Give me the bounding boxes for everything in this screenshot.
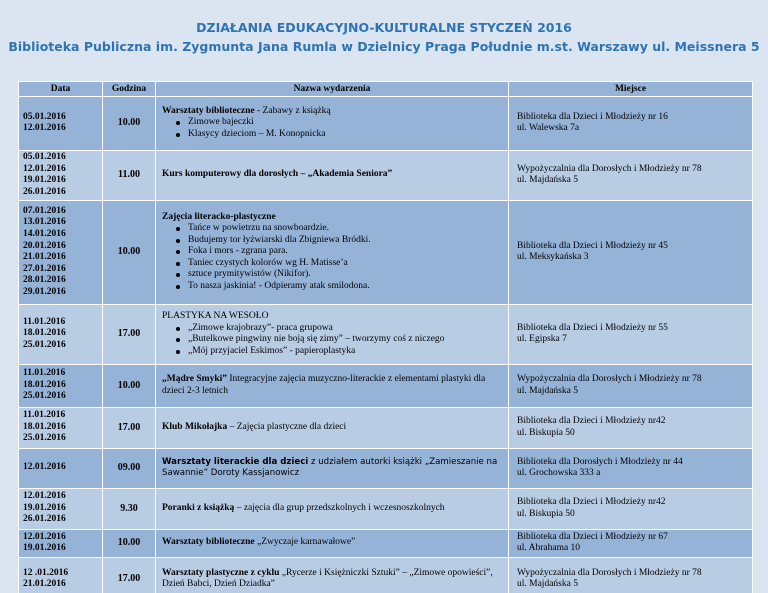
place-cell [509,200,753,304]
table-row [19,200,753,304]
event-date: 20.01.2016 [23,240,66,251]
event-title-bold: „Mądre Smyki” [162,374,228,384]
date-cell [19,488,103,529]
event-title [162,422,503,434]
table-row [19,407,753,448]
event-title-rest: z udziałem autorki książki „Zamieszanie na Sawannie” Doroty Kassjanowicz [162,456,498,479]
event-date: 25.01.2016 [23,339,66,350]
hour-cell: 10.00 [103,529,156,557]
place-cell [509,529,753,557]
header-title: DZIAŁANIA EDUKACYJNO-KULTURALNE STYCZEŃ 2016 [196,20,572,35]
event-title-bold: Poranki z książką [162,502,235,513]
hour-cell: 10.00 [103,96,156,150]
date-cell [19,557,103,593]
event-cell [156,529,509,557]
event-date: 21.01.2016 [23,252,66,263]
table-row [19,557,753,593]
event-date: 25.01.2016 [23,391,66,402]
table-row [19,304,753,364]
place-address: ul. Biskupia 50 [517,427,575,438]
hour-cell: 10.00 [103,200,156,304]
event-date: 07.01.2016 [23,205,66,216]
event-date: 28.01.2016 [23,275,66,286]
place-address: ul. Biskupia 50 [517,508,575,519]
event-title [162,169,503,181]
event-date: 18.01.2016 [23,379,66,390]
column-header-place: Miejsce [509,82,753,97]
place-address: ul. Majdańska 5 [517,579,578,590]
place-name: Biblioteka dla Dorosłych i Młodzieży nr 44 [517,456,683,467]
event-title [162,311,503,323]
date-cell [19,304,103,364]
event-date: 05.01.2016 [23,111,66,122]
event-date: 21.01.2016 [23,579,66,590]
event-title-bold: Warsztaty plastyczne z cyklu [162,567,280,578]
event-date: 26.01.2016 [23,186,66,197]
event-title [162,457,503,480]
place-cell [509,150,753,200]
place-address: ul. Majdańska 5 [517,385,578,396]
place-name: Biblioteka dla Dzieci i Młodzieży nr 16 [517,111,668,122]
header-subtitle: Biblioteka Publiczna im. Zygmunta Jana Rumla w Dzielnicy Praga Południe m.st. Warszawy ul. Meissnera 5 [8,39,760,54]
event-title-rest: – Zajęcia plastyczne dla dzieci [227,421,347,432]
event-cell [156,364,509,407]
event-title-bold: Klub Mikołajka [162,421,228,432]
event-cell [156,488,509,529]
table-header-row [19,82,753,97]
event-date: 13.01.2016 [23,217,66,228]
event-date: 12.01.2016 [23,491,66,502]
event-date: 12 .01.2016 [23,567,69,578]
event-cell [156,448,509,488]
event-title-bold: Kurs komputerowy dla dorosłych – „Akademia Seniora” [162,169,393,180]
event-date: 14.01.2016 [23,228,66,239]
event-date: 11.01.2016 [23,368,66,379]
event-title-bold: Warsztaty literackie dla dzieci [162,456,309,467]
place-name: Biblioteka dla Dzieci i Młodzieży nr42 [517,416,666,426]
event-date: 19.01.2016 [23,502,66,513]
event-cell [156,407,509,448]
list-item: Budujemy tor łyżwiarski dla Zbigniewa Bródki. [176,235,503,247]
date-cell [19,448,103,488]
column-header-hour: Godzina [103,82,156,97]
event-cell [156,304,509,364]
place-name: Wypożyczalnia dla Dorosłych i Młodzieży nr 78 [517,374,702,384]
list-item: „Mój przyjaciel Eskimos” - papieroplastyka [176,346,503,358]
event-cell [156,150,509,200]
event-date: 18.01.2016 [23,421,66,432]
list-item: Taniec czystych kolorów wg H. Matisse’a [176,258,503,270]
hour-cell: 17.00 [103,407,156,448]
place-address: ul. Grochowska 333 a [517,468,601,479]
hour-cell: 10.00 [103,364,156,407]
place-name: Biblioteka dla Dzieci i Młodzieży nr 55 [517,322,668,333]
place-address: ul. Egipska 7 [517,334,567,345]
table-row [19,448,753,488]
table-row [19,150,753,200]
event-items-list [162,223,503,293]
date-cell [19,150,103,200]
date-cell [19,364,103,407]
event-date: 11.01.2016 [23,410,66,421]
event-title-rest: „Zwyczaje karnawałowe” [254,537,356,548]
place-address: ul. Meksykańska 3 [517,252,589,263]
event-title [162,212,503,224]
table-row [19,529,753,557]
hour-cell: 17.00 [103,557,156,593]
event-date: 29.01.2016 [23,286,66,297]
list-item: „Butelkowe pingwiny nie boją się zimy” – tworzymy coś z niczego [176,334,503,346]
event-date: 12.01.2016 [23,163,66,174]
events-table [18,81,753,593]
event-date: 18.01.2016 [23,328,66,339]
event-items-list [162,117,503,140]
date-cell [19,96,103,150]
column-header-event: Nazwa wydarzenia [156,82,509,97]
event-title-rest: - Zabawy z książką [254,105,331,116]
event-date: 11.01.2016 [23,316,66,327]
place-name: Biblioteka dla Dzieci i Młodzieży nr 45 [517,240,668,251]
place-cell [509,364,753,407]
date-cell [19,407,103,448]
place-name: Wypożyczalnia dla Dorosłych i Młodzieży nr 78 [517,567,702,578]
table-row [19,364,753,407]
event-date: 05.01.2016 [23,151,66,162]
date-cell [19,200,103,304]
hour-cell: 09.00 [103,448,156,488]
event-title [162,503,503,515]
place-name: Biblioteka dla Dzieci i Młodzieży nr 67 [517,531,668,542]
event-cell [156,96,509,150]
place-name: Wypożyczalnia dla Dorosłych i Młodzieży nr 78 [517,163,702,174]
event-title [162,106,503,118]
event-title-bold: Zajęcia literacko-plastyczne [162,211,276,222]
page-header [0,20,768,56]
list-item: Foka i mors - zgrana para. [176,246,503,258]
column-header-date: Data [19,82,103,97]
place-address: ul. Walewska 7a [517,123,580,134]
table-row [19,96,753,150]
event-title-rest: „Rycerze i Księżniczki Sztuki” – „Zimowe opowieści”, Dzień Babci, Dzień Dziadka” [162,567,493,590]
place-cell [509,96,753,150]
event-items-list [162,323,503,358]
event-cell [156,200,509,304]
event-title-rest: – zajęcia dla grup przedszkolnych i wczesnoszkolnych [234,502,445,513]
place-cell [509,448,753,488]
event-title [162,374,503,397]
event-title [162,537,503,549]
event-date: 12.01.2016 [23,462,66,473]
list-item: Zimowe bajeczki [176,117,503,129]
event-title-rest: Integracyjne zajęcia muzyczno-literackie z elementami plastyki dla dzieci 2-3 letnich [162,374,486,396]
list-item: Klasycy dzieciom – M. Konopnicka [176,129,503,141]
place-address: ul. Majdańska 5 [517,175,578,186]
list-item: Tańce w powietrzu na snowboardzie. [176,223,503,235]
event-date: 19.01.2016 [23,175,66,186]
list-item: sztuce prymitywistów (Nikifor). [176,269,503,281]
event-title [162,568,503,591]
event-date: 27.01.2016 [23,263,66,274]
event-title-rest: PLASTYKA NA WESOŁO [162,310,269,321]
place-cell [509,488,753,529]
event-date: 26.01.2016 [23,514,66,525]
event-title-bold: Warsztaty biblioteczne [162,537,255,548]
place-cell [509,304,753,364]
place-name: Biblioteka dla Dzieci i Młodzieży nr42 [517,497,666,507]
event-date: 12.01.2016 [23,531,66,542]
table-row [19,488,753,529]
event-cell [156,557,509,593]
event-date: 12.01.2016 [23,123,66,134]
list-item: To nasza jaskinia! - Odpieramy atak smilodona. [176,281,503,293]
hour-cell: 9.30 [103,488,156,529]
date-cell [19,529,103,557]
hour-cell: 17.00 [103,304,156,364]
event-date: 25.01.2016 [23,433,66,444]
place-cell [509,407,753,448]
list-item: „Zimowe krajobrazy”- praca grupowa [176,323,503,335]
place-cell [509,557,753,593]
event-date: 19.01.2016 [23,543,66,554]
event-title-bold: Warsztaty biblioteczne [162,105,255,116]
hour-cell: 11.00 [103,150,156,200]
place-address: ul. Abrahama 10 [517,543,581,554]
